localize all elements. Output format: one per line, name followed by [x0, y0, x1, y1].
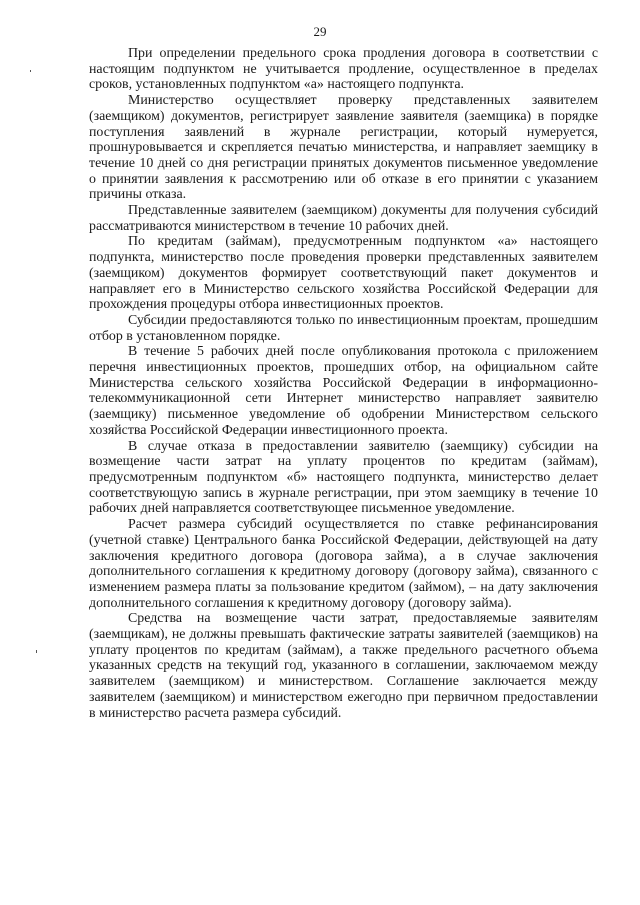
paragraph: Расчет размера субсидий осуществляется по ставке рефинансирования (учетной ставке) Центрального банка Российской Федерации, действующей на дату заключения кредитного договора (договора займа), а в случае заключения дополнительного соглашения к кредитному договору (договору займа), связанного с изменением размера платы за пользование кредитом (займом), – на дату заключения дополнительного соглашения к кредитному договору (договору займа). [89, 517, 598, 611]
paragraph: Министерство осуществляет проверку представленных заявителем (заемщиком) документов, регистрирует заявление заявителя (заемщика) в порядке поступления заявлений в журнале регистрации, который нумеруется, прошнуровывается и скрепляется печатью министерства, и направляет заемщику в течение 10 дней со дня регистрации принятых документов письменное уведомление о принятии заявления к рассмотрению или об отказе в его принятии с указанием причины отказа. [89, 93, 598, 203]
margin-mark [30, 70, 31, 72]
margin-mark [36, 650, 37, 653]
document-body [89, 46, 598, 721]
paragraph: При определении предельного срока продления договора в соответствии с настоящим подпунктом не учитывается продление, осуществленное в пределах сроков, установленных подпунктом «а» настоящего подпункта. [89, 46, 598, 93]
paragraph: Представленные заявителем (заемщиком) документы для получения субсидий рассматриваются министерством в течение 10 рабочих дней. [89, 203, 598, 234]
paragraph: В течение 5 рабочих дней после опубликования протокола с приложением перечня инвестиционных проектов, прошедших отбор, на официальном сайте Министерства сельского хозяйства Российской Федерации в информационно-телекоммуникационной сети Интернет министерство направляет заявителю (заемщику) письменное уведомление об одобрении Министерством сельского хозяйства Российской Федерации инвестиционного проекта. [89, 344, 598, 438]
paragraph: В случае отказа в предоставлении заявителю (заемщику) субсидии на возмещение части затрат на уплату процентов по кредитам (займам), предусмотренным подпунктом «б» настоящего подпункта, министерство делает соответствующую запись в журнале регистрации, при этом заемщику в течение 10 рабочих дней направляется соответствующее письменное уведомление. [89, 438, 598, 517]
paragraph: Субсидии предоставляются только по инвестиционным проектам, прошедшим отбор в установленном порядке. [89, 312, 598, 344]
paragraph: Средства на возмещение части затрат, предоставляемые заявителям (заемщикам), не должны превышать фактические затраты заявителей (заемщиков) на уплату процентов по кредитам (займам), а также предельного расчетного объема указанных средств на текущий год, указанного в соглашении, заключаемом между заявителем (заемщиком) и министерством. Соглашение заключается между заявителем (заемщиком) и министерством ежегодно при первичном предоставлении в министерство расчета размера субсидий. [89, 611, 598, 721]
paragraph: По кредитам (займам), предусмотренным подпунктом «а» настоящего подпункта, министерство после проведения проверки представленных заявителем (заемщиком) документов формирует соответствующий пакет документов и направляет его в Министерство сельского хозяйства Российской Федерации для прохождения процедуры отбора инвестиционных проектов. [89, 234, 598, 313]
page-number: 29 [313, 24, 327, 39]
